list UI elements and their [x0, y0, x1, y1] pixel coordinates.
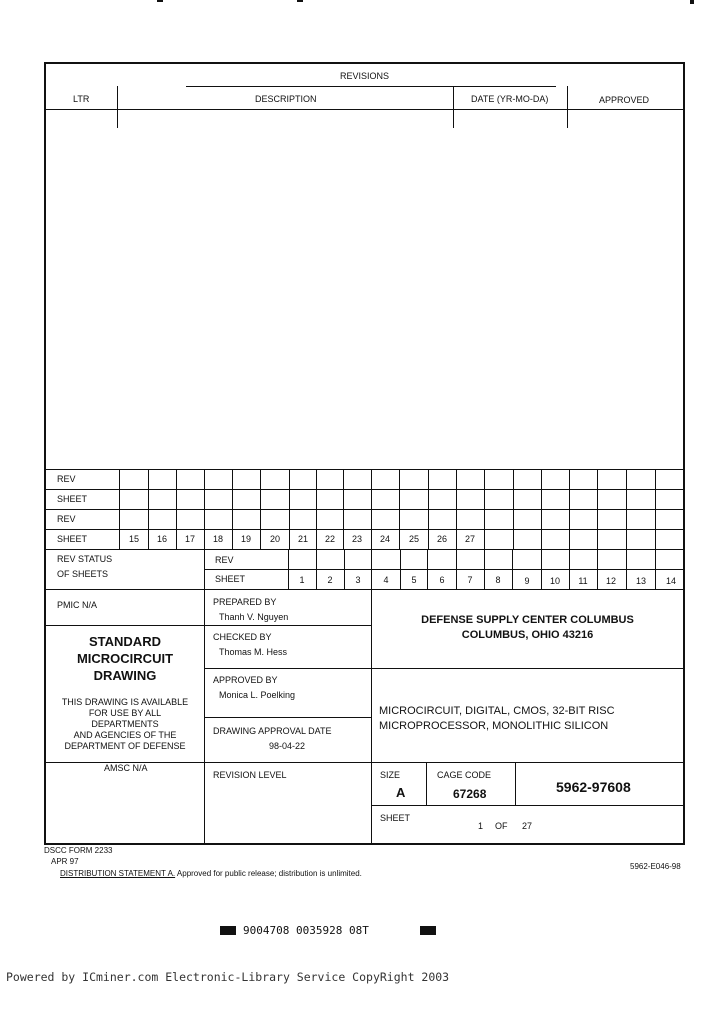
row-sheet-1: SHEET	[57, 494, 88, 504]
document-description: MICROCIRCUIT, DIGITAL, CMOS, 32-BIT RISC	[379, 705, 615, 717]
col-approved: APPROVED	[599, 95, 650, 105]
microcircuit-title: MICROCIRCUIT	[76, 651, 174, 666]
sheet-num: 16	[156, 534, 167, 544]
of-sheets-label: OF SHEETS	[57, 569, 109, 579]
sheet-number: 1	[478, 821, 484, 831]
sheet-num: 9	[524, 576, 530, 586]
availability-line: DEPARTMENT OF DEFENSE	[64, 741, 186, 751]
distribution-statement-text: Approved for public release; distribution is unlimited.	[176, 869, 362, 878]
distribution-statement-heading: DISTRIBUTION STATEMENT A.	[60, 869, 176, 878]
distribution-label	[60, 870, 362, 878]
prepared-by-label: PREPARED BY	[213, 597, 277, 607]
powered-by-footer: Powered by ICminer.com Electronic-Library Service CopyRight 2003	[6, 970, 450, 984]
row-sheet-3: SHEET	[215, 574, 246, 584]
sheet-num: 27	[464, 534, 475, 544]
row-rev-3: REV	[215, 555, 234, 565]
sheet-num: 8	[495, 575, 501, 585]
sheet-num: 11	[578, 576, 588, 586]
size-value: A	[396, 785, 406, 800]
sheet-num: 24	[379, 534, 390, 544]
checked-by-label: CHECKED BY	[213, 632, 272, 642]
sheet-num: 19	[240, 534, 251, 544]
barcode-block-left	[220, 926, 236, 935]
standard-title: STANDARD	[89, 634, 161, 649]
drawing-title: DRAWING	[93, 668, 157, 683]
document-code: 5962-E046-98	[630, 862, 681, 871]
size-label: SIZE	[380, 770, 401, 780]
sheet-num: 5	[411, 575, 417, 585]
availability-line: FOR USE BY ALL	[88, 708, 162, 718]
sheet-num: 23	[351, 534, 362, 544]
col-description: DESCRIPTION	[255, 94, 317, 104]
scan-speck	[690, 0, 694, 4]
availability-line: AND AGENCIES OF THE	[73, 730, 177, 740]
sheet-num: 6	[439, 575, 445, 585]
sheet-num: 7	[467, 575, 473, 585]
agency-address: COLUMBUS, OHIO 43216	[461, 629, 594, 641]
approval-date-label: DRAWING APPROVAL DATE	[213, 726, 332, 736]
col-date: DATE (YR-MO-DA)	[471, 94, 549, 104]
form-number: DSCC FORM 2233	[44, 846, 113, 855]
sheet-num: 10	[549, 576, 560, 586]
sheet-num: 13	[635, 576, 646, 586]
cage-code-label: CAGE CODE	[437, 770, 492, 780]
row-rev-2: REV	[57, 514, 76, 524]
availability-line: DEPARTMENTS	[91, 719, 159, 729]
sheet-num: 4	[383, 575, 389, 585]
sheet-num: 17	[184, 534, 195, 544]
drawing-number: 5962-97608	[556, 779, 631, 795]
sheet-total: 27	[522, 821, 533, 831]
scan-speck	[157, 0, 163, 2]
row-sheet-2: SHEET	[57, 534, 88, 544]
scan-speck	[297, 0, 303, 2]
document-description: MICROPROCESSOR, MONOLITHIC SILICON	[379, 720, 609, 732]
sheet-num: 21	[297, 534, 308, 544]
approved-by-label: APPROVED BY	[213, 675, 278, 685]
availability-line: THIS DRAWING IS AVAILABLE	[61, 697, 189, 707]
prepared-by-name: Thanh V. Nguyen	[219, 612, 289, 622]
amsc-label: AMSC N/A	[104, 763, 148, 773]
barcode-block-right	[420, 926, 436, 935]
checked-by-name: Thomas M. Hess	[219, 647, 288, 657]
sheet-label: SHEET	[380, 813, 411, 823]
sheet-num: 3	[355, 575, 361, 585]
rev-status-label: REV STATUS	[57, 554, 113, 564]
approval-date: 98-04-22	[269, 741, 306, 751]
approved-by-name: Monica L. Poelking	[219, 690, 296, 700]
barcode-text: 9004708 0035928 08T	[243, 924, 369, 937]
sheet-num: 20	[269, 534, 280, 544]
sheet-num: 18	[212, 534, 223, 544]
sheet-num: 2	[327, 575, 333, 585]
form-date: APR 97	[51, 857, 79, 866]
col-ltr: LTR	[73, 94, 90, 104]
pmic-label: PMIC N/A	[57, 600, 98, 610]
cage-code-value: 67268	[453, 787, 487, 801]
sheet-num: 22	[324, 534, 335, 544]
sheet-num: 14	[665, 576, 676, 586]
revisions-title: REVISIONS	[340, 71, 390, 81]
agency-name: DEFENSE SUPPLY CENTER COLUMBUS	[421, 614, 634, 626]
sheet-num: 1	[299, 575, 305, 585]
revision-level-label: REVISION LEVEL	[213, 770, 287, 780]
sheet-num: 15	[128, 534, 139, 544]
sheet-num: 25	[408, 534, 419, 544]
sheet-of: OF	[495, 821, 508, 831]
row-rev-1: REV	[57, 474, 76, 484]
sheet-num: 26	[436, 534, 447, 544]
sheet-num: 12	[605, 576, 616, 586]
